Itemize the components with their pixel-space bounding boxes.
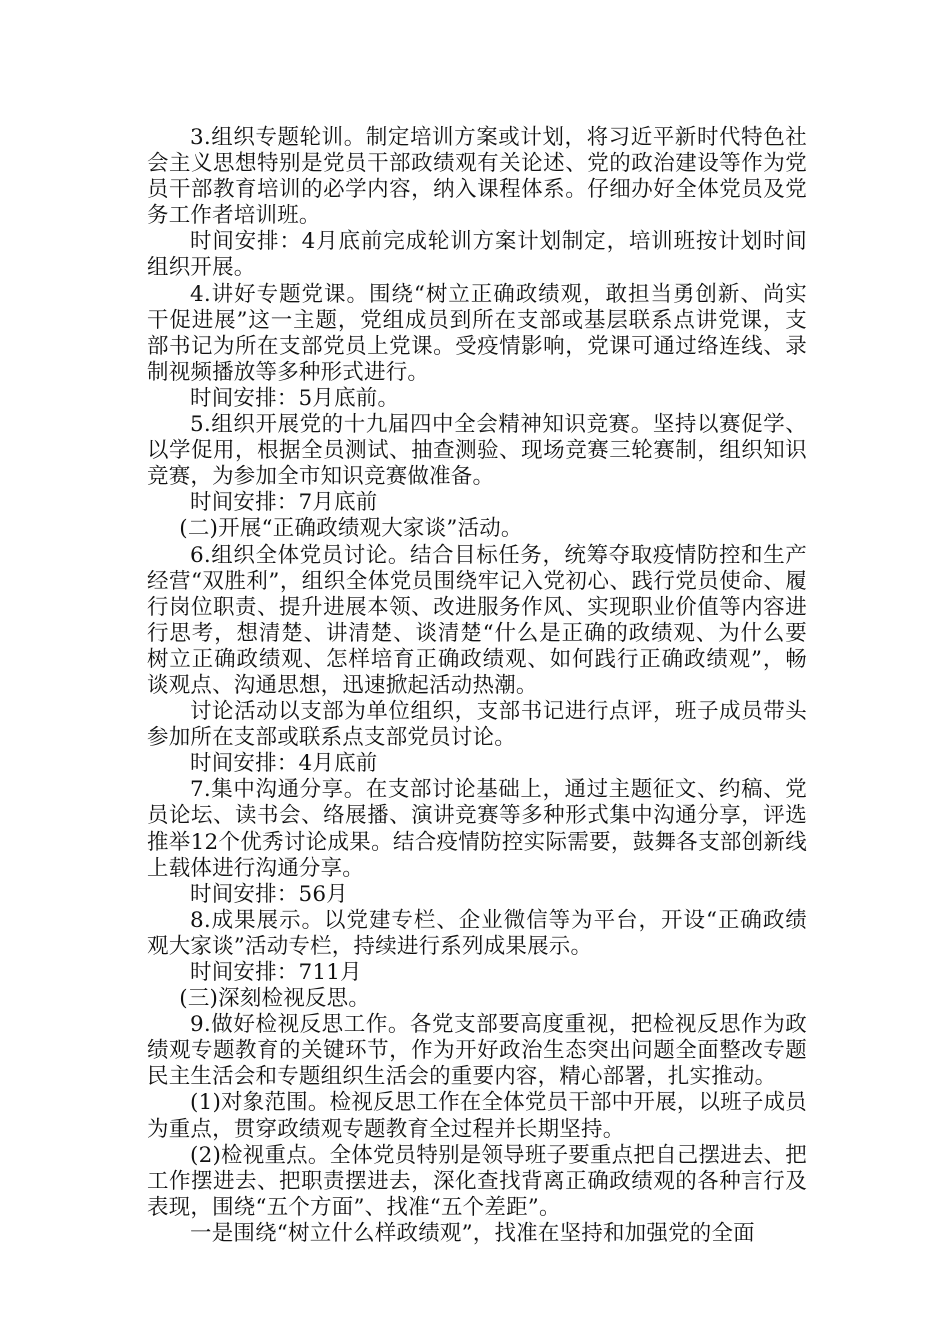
paragraph-scope: (1)对象范围。检视反思工作在全体党员干部中开展，以班子成员为重点，贯穿政绩观专题教育全过程并长期坚持。 xyxy=(147,1090,807,1142)
paragraph-training: 3.组织专题轮训。制定培训方案或计划，将习近平新时代特色社会主义思想特别是党员干部政绩观有关论述、党的政治建设等作为党员干部教育培训的必学内容，纳入课程体系。仔细办好全体党员及党务工作者培训班。 xyxy=(147,125,807,229)
paragraph-schedule-lecture: 时间安排：5月底前。 xyxy=(190,385,400,411)
paragraph-knowledge-contest: 5.组织开展党的十九届四中全会精神知识竞赛。坚持以赛促学、以学促用，根据全员测试、抽查测验、现场竞赛三轮赛制，组织知识竞赛，为参加全市知识竞赛做准备。 xyxy=(147,412,807,490)
paragraph-schedule-display: 时间安排：711月 xyxy=(190,960,362,985)
paragraph-schedule-discussion: 时间安排：4月底前 xyxy=(190,751,378,777)
paragraph-results-display: 8.成果展示。以党建专栏、企业微信等为平台，开设“正确政绩观大家谈”活动专栏，持续进行系列成果展示。 xyxy=(147,907,807,959)
paragraph-discussion-organization: 讨论活动以支部为单位组织，支部书记进行点评，班子成员带头参加所在支部或联系点支部党员讨论。 xyxy=(147,699,807,751)
paragraph-schedule-sharing: 时间安排：56月 xyxy=(190,881,348,907)
heading-section-2: (二)开展“正确政绩观大家谈”活动。 xyxy=(179,516,523,542)
paragraph-party-lecture: 4.讲好专题党课。围绕“树立正确政绩观，敢担当勇创新、尚实干促进展”这一主题，党组成员到所在支部或基层联系点讲党课，支部书记为所在支部党员上党课。受疫情影响，党课可通过络连线、录制视频播放等多种形式进行。 xyxy=(147,281,807,385)
document-body xyxy=(147,125,807,1247)
paragraph-self-review: 9.做好检视反思工作。各党支部要高度重视，把检视反思作为政绩观专题教育的关键环节，作为开好政治生态突出问题全面整改专题民主生活会和专题组织生活会的重要内容，精心部署，扎实推动。 xyxy=(147,1012,807,1090)
paragraph-member-discussion: 6.组织全体党员讨论。结合目标任务，统筹夺取疫情防控和生产经营“双胜利”，组织全体党员围绕牢记入党初心、践行党员使命、履行岗位职责、提升进展本领、改进服务作风、实现职业价值等内容进行思考，想清楚、讲清楚、谈清楚“什么是正确的政绩观、为什么要树立正确政绩观、怎样培育正确政绩观、如何践行正确政绩观”，畅谈观点、沟通思想，迅速掀起活动热潮。 xyxy=(147,542,807,698)
paragraph-review-focus: (2)检视重点。全体党员特别是领导班子要重点把自己摆进去、把工作摆进去、把职责摆进去，深化查找背离正确政绩观的各种言行及表现，围绕“五个方面”、找准“五个差距”。 xyxy=(147,1142,807,1220)
heading-section-3: (三)深刻检视反思。 xyxy=(179,986,371,1012)
paragraph-schedule-contest: 时间安排：7月底前 xyxy=(190,490,378,516)
paragraph-first-point: 一是围绕“树立什么样政绩观”，找准在坚持和加强党的全面 xyxy=(190,1220,755,1246)
paragraph-sharing: 7.集中沟通分享。在支部讨论基础上，通过主题征文、约稿、党员论坛、读书会、络展播、演讲竞赛等多种形式集中沟通分享，评选推举12个优秀讨论成果。结合疫情防控实际需要，鼓舞各支部创新线上载体进行沟通分享。 xyxy=(147,777,807,881)
paragraph-schedule-training: 时间安排：4月底前完成轮训方案计划制定，培训班按计划时间组织开展。 xyxy=(147,229,807,281)
